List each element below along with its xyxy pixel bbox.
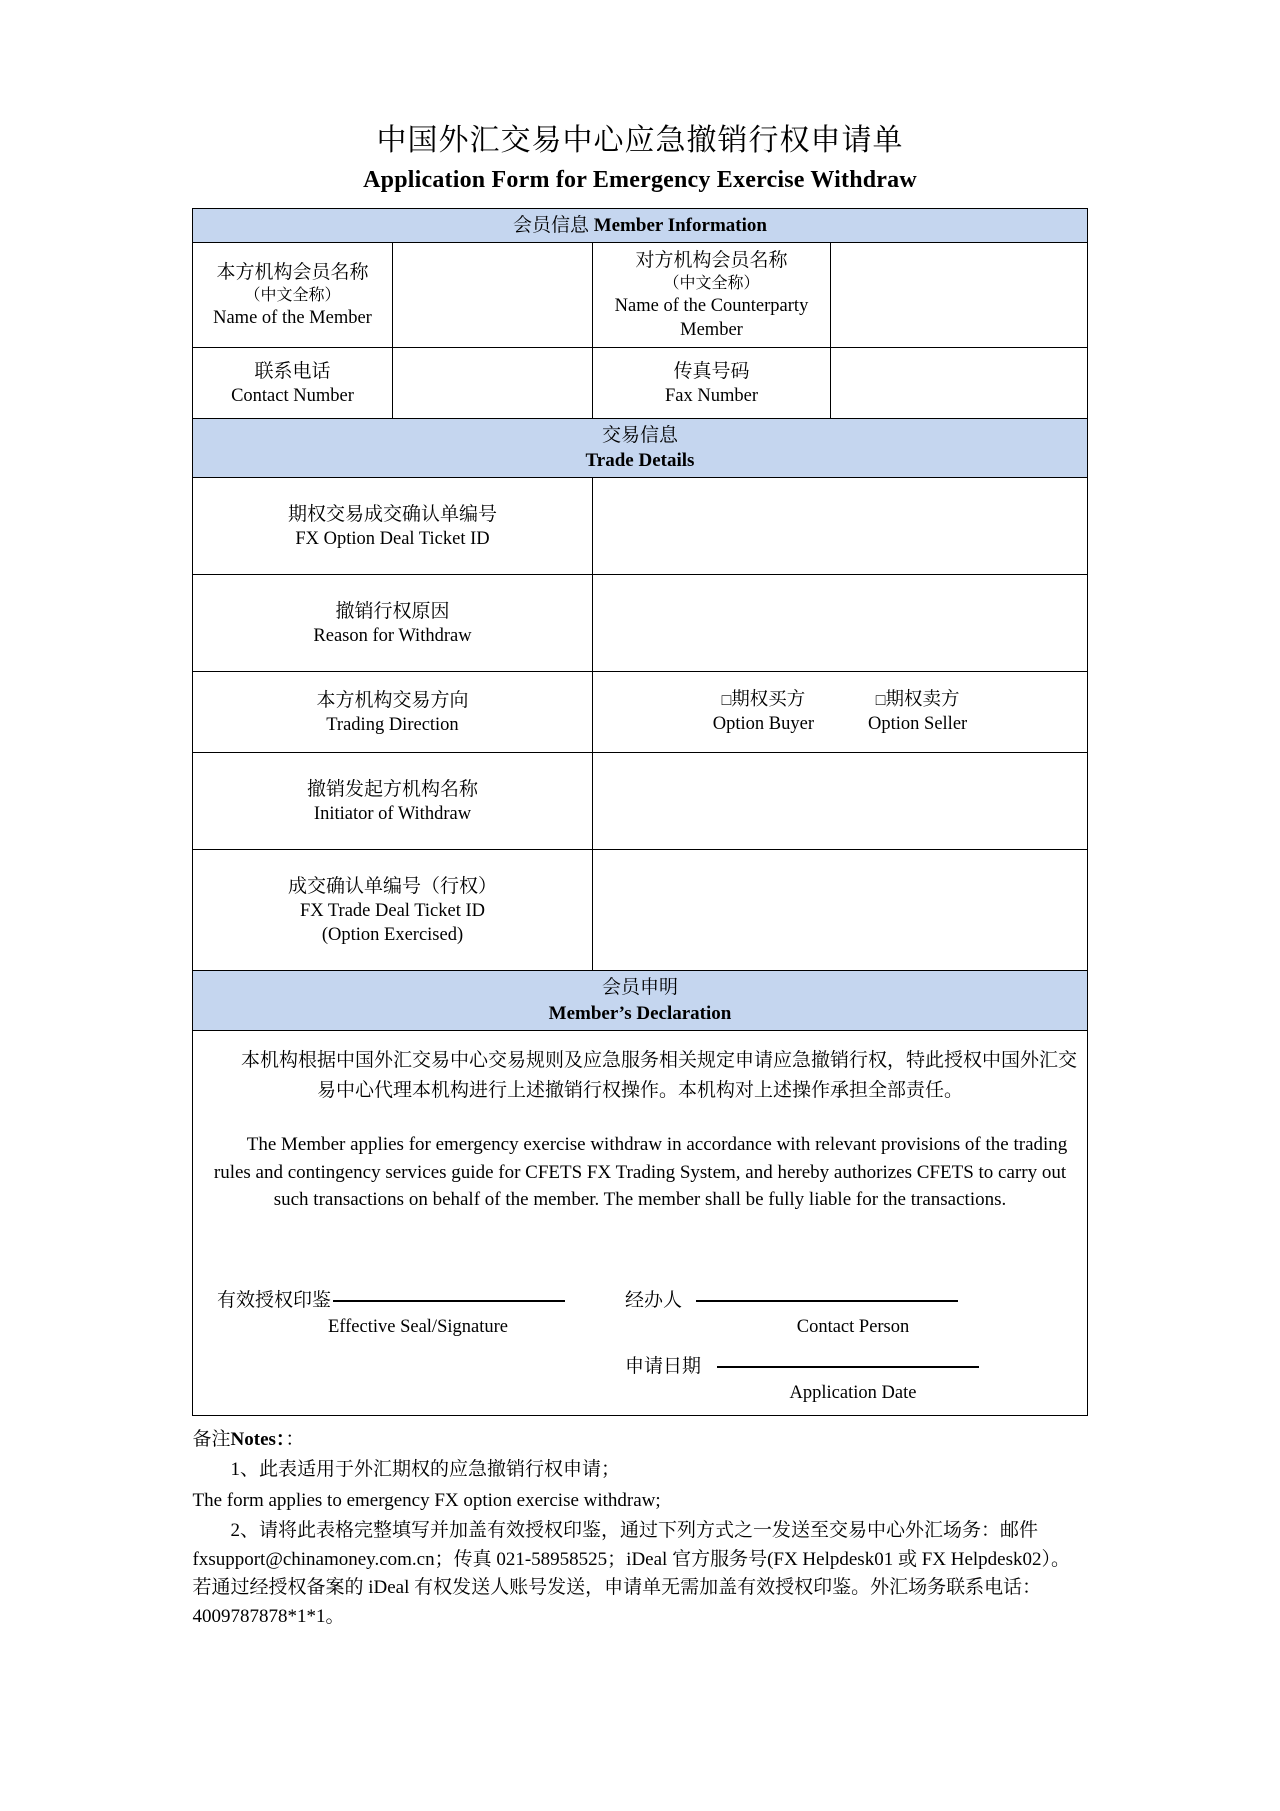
document-title-block xyxy=(0,0,1280,196)
member-name-label-sub: （中文全称） xyxy=(244,287,341,305)
fax-number-label-cn: 传真号码 xyxy=(673,360,750,382)
fx-option-deal-ticket-label-cn: 期权交易成交确认单编号 xyxy=(287,503,497,525)
trading-direction-label-en: Trading Direction xyxy=(326,714,459,735)
declaration-body-row xyxy=(192,1030,1087,1415)
reason-for-withdraw-label-cn: 撤销行权原因 xyxy=(335,600,450,622)
fx-trade-deal-ticket-label-cell xyxy=(192,850,592,971)
reason-for-withdraw-label-en: Reason for Withdraw xyxy=(313,625,472,646)
member-information-band-cn: 会员信息 xyxy=(513,214,590,236)
fx-option-deal-ticket-label-cell xyxy=(192,478,592,575)
fax-number-label-cell xyxy=(592,348,830,419)
application-form-table xyxy=(192,208,1088,1416)
counterparty-name-label-cell xyxy=(592,243,830,348)
reason-for-withdraw-label-cell xyxy=(192,575,592,672)
contact-person-label-en: Contact Person xyxy=(796,1317,910,1338)
notes-title-cn: 备注 xyxy=(192,1428,231,1450)
fx-trade-deal-ticket-input-cell[interactable] xyxy=(592,850,1087,971)
reason-for-withdraw-input-cell[interactable] xyxy=(592,575,1087,672)
note-item-1-english: The form applies to emergency FX option exercise withdraw; xyxy=(192,1489,661,1511)
trading-direction-row xyxy=(192,672,1087,753)
seal-line-row xyxy=(217,1288,619,1313)
initiator-of-withdraw-label-cn: 撤销发起方机构名称 xyxy=(306,778,478,800)
application-date-line-row xyxy=(625,1354,1081,1379)
application-date-label-en: Application Date xyxy=(789,1382,917,1403)
declaration-paragraph-chinese: 本机构根据中国外汇交易中心交易规则及应急服务相关规定申请应急撤销行权，特此授权中国外汇交易中心代理本机构进行上述撤销行权操作。本机构对上述操作承担全部责任。 xyxy=(240,1050,1077,1101)
member-information-band-row xyxy=(192,208,1087,242)
initiator-of-withdraw-label-en: Initiator of Withdraw xyxy=(313,803,472,824)
option-buyer-choice[interactable] xyxy=(713,688,814,737)
seal-signature-line[interactable] xyxy=(333,1299,565,1302)
notes-title-colon: ： xyxy=(285,1428,305,1450)
application-date-label-cn: 申请日期 xyxy=(624,1355,701,1377)
contact-person-line[interactable] xyxy=(696,1299,958,1302)
counterparty-name-label-cn: 对方机构会员名称 xyxy=(635,249,788,271)
declaration-paragraph-english: The Member applies for emergency exercise withdraw in accordance with relevant provisions of the trading rules and contingency services guide for CFETS FX Trading System, and hereby authorizes CFETS to carry out such transactions on behalf of the member. The member shall be fully liable for the transactions. xyxy=(213,1133,1068,1211)
contact-number-label-en: Contact Number xyxy=(231,385,354,406)
notes-title xyxy=(193,1426,1088,1455)
declaration-body-cell xyxy=(192,1030,1087,1415)
trading-direction-options-cell xyxy=(592,672,1087,753)
counterparty-name-input-cell[interactable] xyxy=(830,243,1087,348)
option-buyer-label-en: Option Buyer xyxy=(712,714,815,735)
fx-option-deal-ticket-input-cell[interactable] xyxy=(592,478,1087,575)
initiator-of-withdraw-label-cell xyxy=(192,753,592,850)
member-name-input-cell[interactable] xyxy=(392,243,592,348)
contact-fax-row xyxy=(192,348,1087,419)
member-name-label-cell xyxy=(192,243,392,348)
fax-number-input-cell[interactable] xyxy=(830,348,1087,419)
page-title-english: Application Form for Emergency Exercise Withdraw xyxy=(363,166,917,193)
option-seller-line xyxy=(868,688,967,712)
member-name-label-en: Name of the Member xyxy=(213,308,372,329)
trade-details-band-en: Trade Details xyxy=(585,450,695,472)
checkbox-icon-option-seller[interactable]: □ xyxy=(875,692,886,710)
application-date-line[interactable] xyxy=(717,1365,979,1368)
page-title-chinese: 中国外汇交易中心应急撤销行权申请单 xyxy=(376,124,904,157)
fx-trade-deal-ticket-label-en-line2: (Option Exercised) xyxy=(321,924,464,945)
contact-number-input-cell[interactable] xyxy=(392,348,592,419)
declaration-band-en: Member’s Declaration xyxy=(548,1002,732,1024)
counterparty-name-label-sub: （中文全称） xyxy=(663,274,760,292)
fx-trade-deal-ticket-label-en-line1: FX Trade Deal Ticket ID xyxy=(299,900,485,921)
contact-person-label-cn: 经办人 xyxy=(624,1290,682,1312)
seal-label-cn: 有效授权印鉴 xyxy=(216,1290,331,1312)
counterparty-name-label-en-line1: Name of the Counterparty xyxy=(614,295,809,316)
signature-seal-block xyxy=(199,1288,619,1339)
declaration-band-row xyxy=(192,971,1087,1030)
note-item-2: 2、请将此表格完整填写并加盖有效授权印鉴，通过下列方式之一发送至交易中心外汇场务：邮件 fxsupport@chinamoney.com.cn；传真 021-58958525；iDeal 官方服务号(FX Helpdesk01 或 FX Helpdesk02）。若通过经授权备案的 iDeal 有权发送人账号发送，申请单无需加盖有效授权印鉴。外汇场务联系电话：4009787878*1*1。 xyxy=(192,1520,1070,1627)
option-seller-label-en: Option Seller xyxy=(868,714,968,735)
member-information-band-en: Member Information xyxy=(593,214,767,236)
fax-number-label-en: Fax Number xyxy=(664,385,758,406)
note-item-1: 1、此表适用于外汇期权的应急撤销行权申请； xyxy=(230,1459,621,1481)
contact-person-line-row xyxy=(625,1288,1081,1313)
counterparty-name-label-en-line2: Member xyxy=(680,320,743,341)
contact-number-label-cell xyxy=(192,348,392,419)
initiator-of-withdraw-row xyxy=(192,753,1087,850)
trading-direction-label-cell xyxy=(192,672,592,753)
fx-option-deal-ticket-label-en: FX Option Deal Ticket ID xyxy=(295,528,490,549)
member-name-row xyxy=(192,243,1087,348)
signature-area xyxy=(199,1288,1081,1405)
signature-spacer xyxy=(625,1340,1081,1354)
declaration-band-cn: 会员申明 xyxy=(601,977,678,999)
trading-direction-label-cn: 本方机构交易方向 xyxy=(316,689,469,711)
fx-trade-deal-ticket-label-cn: 成交确认单编号（行权） xyxy=(287,875,497,897)
contact-number-label-cn: 联系电话 xyxy=(254,360,331,382)
member-information-band xyxy=(192,208,1087,242)
checkbox-icon-option-buyer[interactable]: □ xyxy=(721,692,732,710)
option-buyer-label-cn: 期权买方 xyxy=(731,690,806,711)
trading-direction-options xyxy=(599,688,1081,737)
trade-details-band xyxy=(192,419,1087,478)
option-seller-label-cn: 期权卖方 xyxy=(885,690,960,711)
signature-contact-block xyxy=(619,1288,1081,1405)
initiator-of-withdraw-input-cell[interactable] xyxy=(592,753,1087,850)
fx-trade-deal-ticket-row xyxy=(192,850,1087,971)
fx-option-deal-ticket-row xyxy=(192,478,1087,575)
option-seller-choice[interactable] xyxy=(868,688,967,737)
reason-for-withdraw-row xyxy=(192,575,1087,672)
member-name-label-cn: 本方机构会员名称 xyxy=(216,262,369,283)
notes-section xyxy=(193,1426,1088,1632)
option-buyer-line xyxy=(713,688,814,712)
trade-details-band-cn: 交易信息 xyxy=(601,425,678,447)
declaration-band xyxy=(192,971,1087,1030)
notes-title-en: Notes： xyxy=(230,1428,286,1450)
seal-label-en: Effective Seal/Signature xyxy=(328,1317,508,1338)
trade-details-band-row xyxy=(192,419,1087,478)
